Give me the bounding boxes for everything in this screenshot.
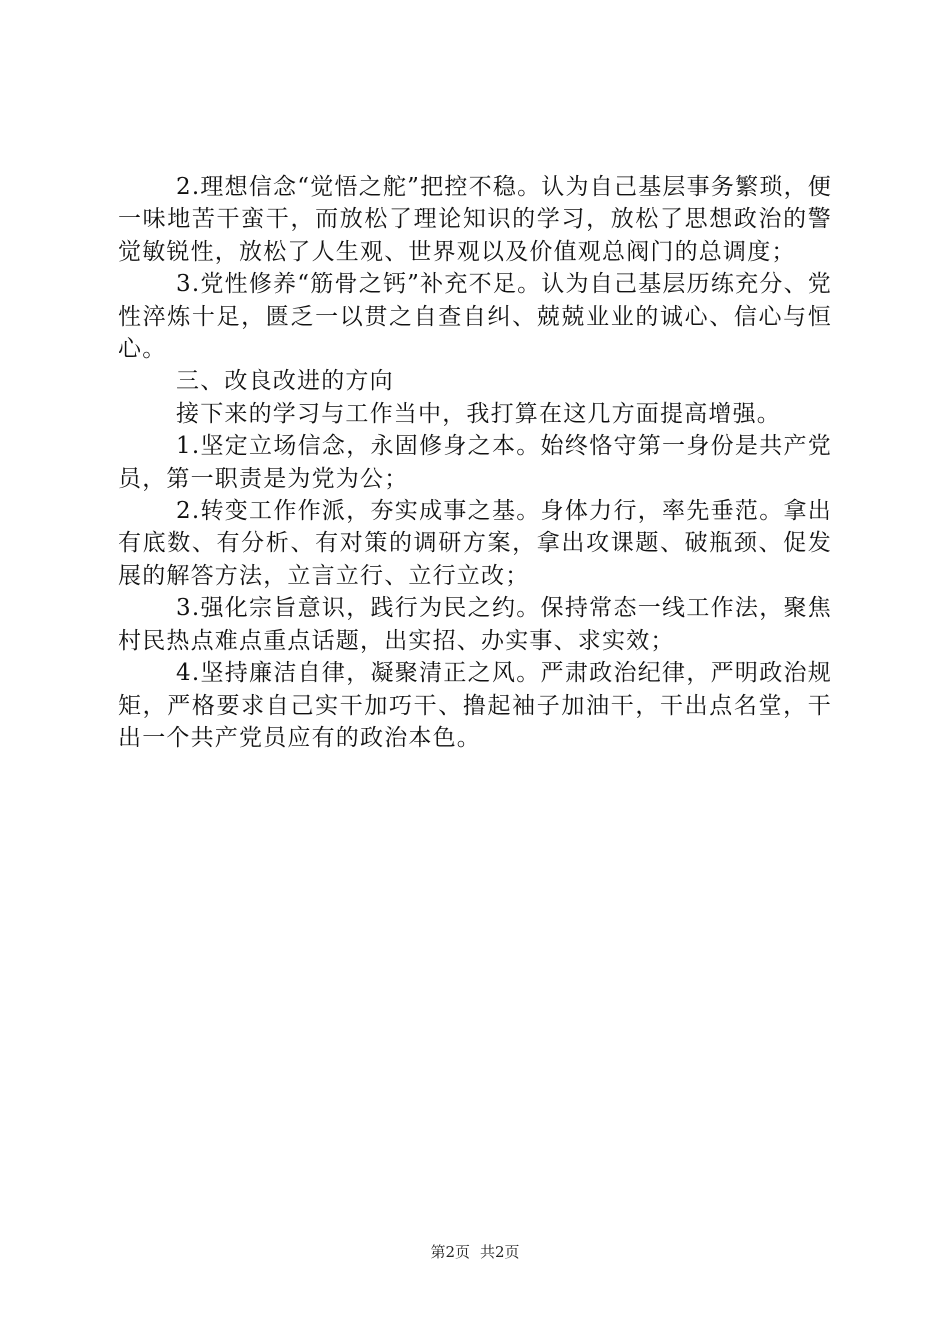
page-footer [0, 1242, 950, 1262]
section-heading-improvement-direction: 三、改良改进的方向 [176, 368, 394, 395]
paragraph-item-3: 3.强化宗旨意识，践行为民之约。保持常态一线工作法，聚焦村民热点难点重点话题，出实招、办实事、求实效； [118, 595, 832, 654]
paragraph-item-2: 2.转变工作作派，夯实成事之基。身体力行，率先垂范。拿出有底数、有分析、有对策的调研方案，拿出攻课题、破瓶颈、促发展的解答方法，立言立行、立行立改； [118, 498, 832, 589]
paragraph-party-cultivation: 3.党性修养“筋骨之钙”补充不足。认为自己基层历练充分、党性淬炼十足，匮乏一以贯之自查自纠、兢兢业业的诚心、信心与恒心。 [118, 271, 832, 363]
paragraph-item-4: 4.坚持廉洁自律，凝聚清正之风。严肃政治纪律，严明政治规矩，严格要求自己实干加巧干、撸起袖子加油干，干出点名堂，干出一个共产党员应有的政治本色。 [118, 660, 832, 751]
document-body [118, 171, 832, 754]
paragraph-intro-next-steps: 接下来的学习与工作当中，我打算在这几方面提高增强。 [176, 400, 781, 427]
paragraph-item-1: 1.坚定立场信念，永固修身之本。始终恪守第一身份是共产党员，第一职责是为党为公； [118, 433, 832, 492]
paragraph-ideal-belief: 2.理想信念“觉悟之舵”把控不稳。认为自己基层事务繁琐，便一味地苦干蛮干，而放松了理论知识的学习，放松了思想政治的警觉敏锐性，放松了人生观、世界观以及价值观总阀门的总调度； [118, 174, 832, 265]
page-number-current: 第2页 [430, 1243, 470, 1261]
page-number-total: 共2页 [480, 1243, 520, 1261]
